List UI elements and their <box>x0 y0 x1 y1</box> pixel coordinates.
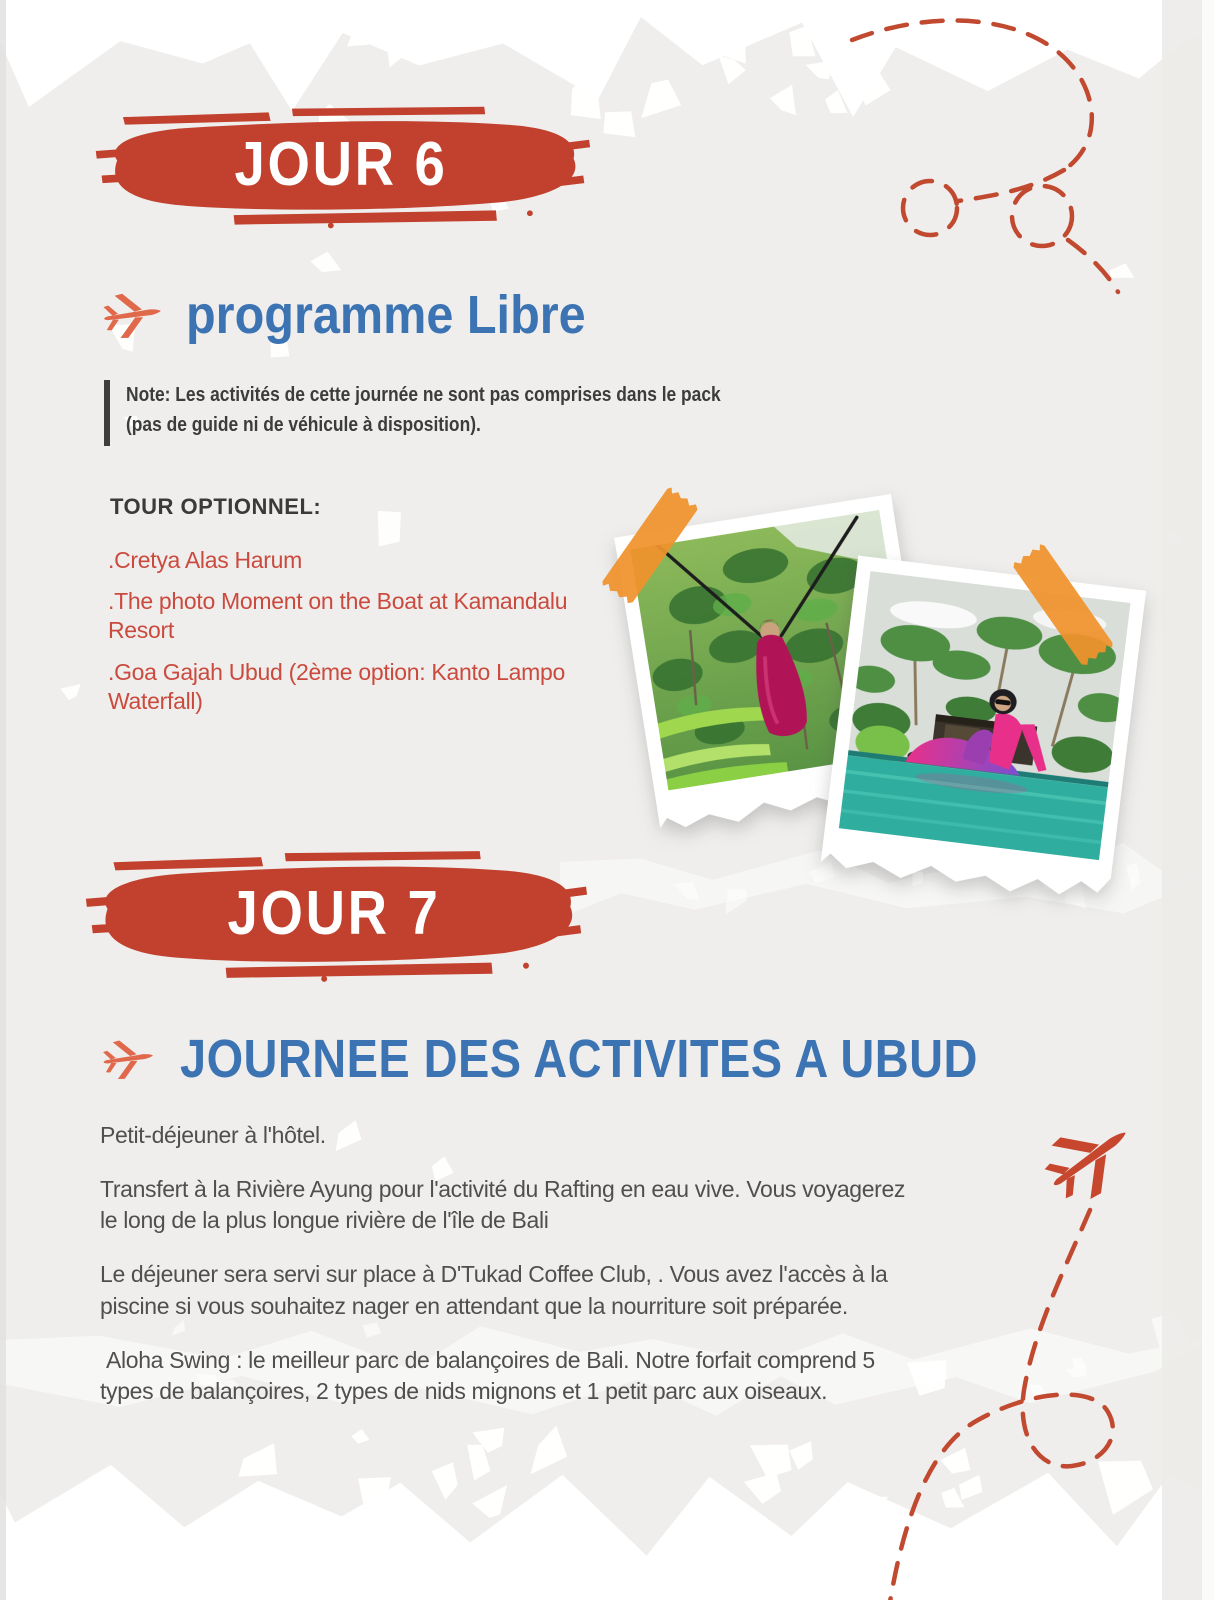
trail-top-tail <box>1068 240 1118 292</box>
paragraph-aloha-swing: Aloha Swing : le meilleur parc de balançoires de Bali. Notre forfait comprend 5 types de balançoires, 2 types de nids mignons et 1 petit parc aux oiseaux. <box>100 1346 881 1405</box>
day7-title: JOURNEE DES ACTIVITES A UBUD <box>180 1029 978 1089</box>
paragraph-rafting: Transfert à la Rivière Ayung pour l'activité du Rafting en eau vive. Vous voyagerez le long de la plus longue rivière de l'île de Bali <box>100 1175 912 1234</box>
tour-optional-heading: TOUR OPTIONNEL: <box>110 494 322 519</box>
polaroid-photo-pool <box>820 556 1146 904</box>
note-line-2: (pas de guide ni de véhicule à disposition). <box>126 414 481 436</box>
paragraph-lunch: Le déjeuner sera servi sur place à D'Tukad Coffee Club, . Vous avez l'accès à la piscine si vous souhaitez nager en attendant que la nourriture soit préparée. <box>100 1261 894 1319</box>
day6-title: programme Libre <box>186 285 586 345</box>
trail-bottom-loop <box>890 1210 1113 1600</box>
list-item: .The photo Moment on the Boat at Kamandalu Resort <box>108 588 568 644</box>
polaroid-frame <box>820 556 1146 904</box>
paragraph-breakfast: Petit-déjeuner à l'hôtel. <box>100 1122 326 1148</box>
list-item: .Goa Gajah Ubud (2ème option: Kanto Lampo Waterfall) <box>108 658 565 714</box>
day7-banner-label: JOUR 7 <box>227 878 441 948</box>
trail-top-arc <box>852 21 1092 170</box>
day6-banner-label: JOUR 6 <box>234 129 447 199</box>
trail-top-loop-1 <box>903 181 957 235</box>
trail-top-loop-2 <box>1012 186 1072 246</box>
list-item: .Cretya Alas Harum <box>108 547 302 573</box>
note-line-1: Note: Les activités de cette journée ne sont pas comprises dans le pack <box>126 384 721 406</box>
